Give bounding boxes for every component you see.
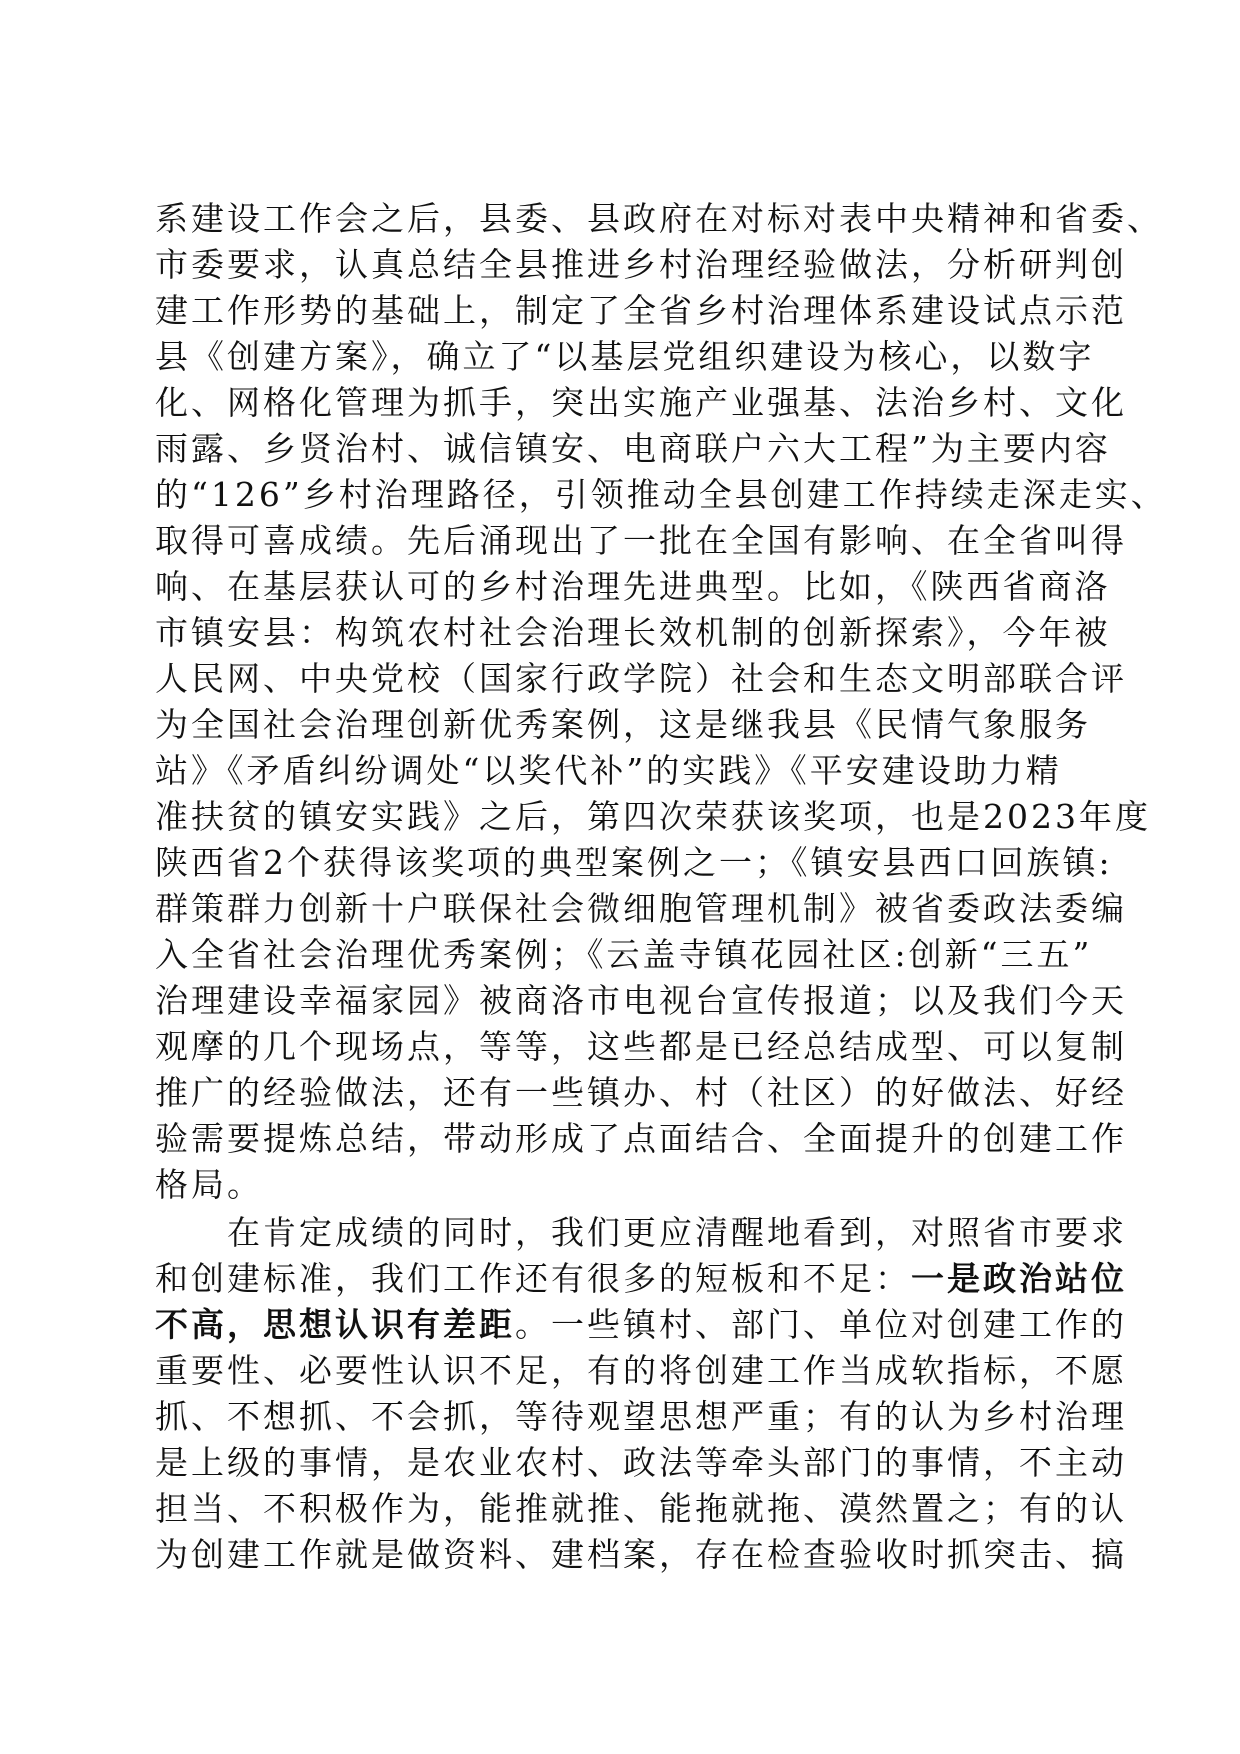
text-line: 雨露、乡贤治村、诚信镇安、电商联户六大工程”为主要内容 bbox=[155, 429, 1111, 468]
paragraph-2 bbox=[155, 1210, 1127, 1578]
text-line: 准扶贫的镇安实践》之后，第四次荣获该奖项，也是2023年度 bbox=[155, 797, 1151, 836]
text-segment: 在肯定成绩的同时，我们更应清醒地看到，对照省市要求 bbox=[227, 1213, 1127, 1252]
text-line: 格局。 bbox=[155, 1165, 263, 1204]
text-line bbox=[155, 1256, 1127, 1302]
text-line-first bbox=[155, 1210, 1127, 1256]
bold-heading-segment: 一是政治站位 bbox=[911, 1259, 1127, 1298]
document-body bbox=[155, 196, 1167, 1578]
text-line: 市委要求，认真总结全县推进乡村治理经验做法，分析研判创 bbox=[155, 245, 1127, 284]
text-line: 是上级的事情，是农业农村、政法等牵头部门的事情，不主动 bbox=[155, 1443, 1127, 1482]
text-line: 抓、不想抓、不会抓，等待观望思想严重；有的认为乡村治理 bbox=[155, 1397, 1127, 1436]
text-line: 推广的经验做法，还有一些镇办、村（社区）的好做法、好经 bbox=[155, 1073, 1127, 1112]
text-line: 站》《矛盾纠纷调处“以奖代补”的实践》《平安建设助力精 bbox=[155, 751, 1062, 790]
text-line: 县《创建方案》，确立了“以基层党组织建设为核心，以数字 bbox=[155, 337, 1095, 376]
text-line: 陕西省2个获得该奖项的典型案例之一；《镇安县西口回族镇: bbox=[155, 843, 1113, 882]
text-line: 系建设工作会之后，县委、县政府在对标对表中央精神和省委、 bbox=[155, 199, 1163, 238]
text-line: 为全国社会治理创新优秀案例，这是继我县《民情气象服务 bbox=[155, 705, 1091, 744]
text-line: 观摩的几个现场点，等等，这些都是已经总结成型、可以复制 bbox=[155, 1027, 1127, 1066]
text-line: 建工作形势的基础上，制定了全省乡村治理体系建设试点示范 bbox=[155, 291, 1127, 330]
text-line: 的“126”乡村治理路径，引领推动全县创建工作持续走深走实、 bbox=[155, 475, 1167, 514]
text-line: 重要性、必要性认识不足，有的将创建工作当成软指标，不愿 bbox=[155, 1351, 1127, 1390]
text-segment: 和创建标准，我们工作还有很多的短板和不足： bbox=[155, 1259, 911, 1298]
text-line: 响、在基层获认可的乡村治理先进典型。比如，《陕西省商洛 bbox=[155, 567, 1111, 606]
text-line: 入全省社会治理优秀案例；《云盖寺镇花园社区:创新“三五” bbox=[155, 935, 1093, 974]
text-line: 人民网、中央党校（国家行政学院）社会和生态文明部联合评 bbox=[155, 659, 1127, 698]
bold-heading-segment: 不高，思想认识有差距 bbox=[155, 1305, 515, 1344]
text-line: 化、网格化管理为抓手，突出实施产业强基、法治乡村、文化 bbox=[155, 383, 1127, 422]
text-line: 担当、不积极作为，能推就推、能拖就拖、漠然置之；有的认 bbox=[155, 1489, 1127, 1528]
text-line: 治理建设幸福家园》被商洛市电视台宣传报道；以及我们今天 bbox=[155, 981, 1127, 1020]
text-line: 群策群力创新十户联保社会微细胞管理机制》被省委政法委编 bbox=[155, 889, 1127, 928]
text-segment: 。一些镇村、部门、单位对创建工作的 bbox=[515, 1305, 1127, 1344]
text-line: 验需要提炼总结，带动形成了点面结合、全面提升的创建工作 bbox=[155, 1119, 1127, 1158]
paragraph-1 bbox=[155, 196, 1167, 1208]
text-line: 为创建工作就是做资料、建档案，存在检查验收时抓突击、搞 bbox=[155, 1535, 1127, 1574]
text-line: 市镇安县：构筑农村社会治理长效机制的创新探索》，今年被 bbox=[155, 613, 1111, 652]
text-line bbox=[155, 1302, 1127, 1348]
text-line: 取得可喜成绩。先后涌现出了一批在全国有影响、在全省叫得 bbox=[155, 521, 1127, 560]
